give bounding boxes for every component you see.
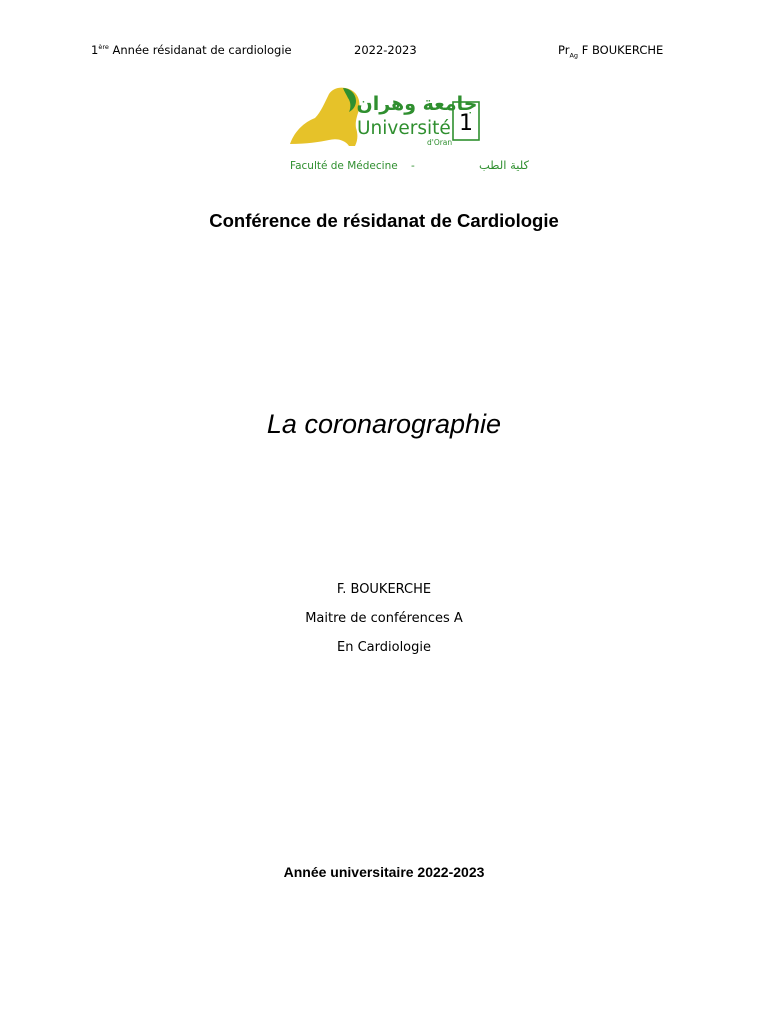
logo-faculty-arabic: كلية الطب	[479, 158, 529, 172]
header-year-superscript: ère	[98, 43, 109, 52]
academic-year-footer: Année universitaire 2022-2023	[283, 864, 485, 880]
conference-title: Conférence de résidanat de Cardiologie	[209, 210, 559, 231]
author-role: Maitre de conférences A	[305, 611, 463, 626]
header-author-name: F BOUKERCHE	[578, 43, 664, 57]
logo-number: 1	[459, 111, 473, 136]
author-name: F. BOUKERCHE	[336, 582, 432, 597]
logo-university-label: Université	[357, 118, 451, 139]
university-logo	[287, 82, 529, 174]
document-title: La coronarographie	[266, 409, 502, 439]
author-field: En Cardiologie	[337, 640, 431, 655]
header-author-subscript: Ag	[569, 51, 579, 60]
logo-faculty-label: Faculté de Médecine	[290, 160, 398, 172]
header-year-number: 1	[91, 43, 99, 57]
header-course-label	[91, 43, 292, 57]
header-academic-year: 2022-2023	[354, 43, 417, 57]
header-author-prefix: Pr	[558, 43, 570, 57]
logo-city-label: d'Oran	[427, 138, 453, 147]
header-course-text: Année résidanat de cardiologie	[108, 43, 292, 57]
logo-arabic-university: جامعة وهران	[356, 93, 478, 115]
header-author	[558, 43, 664, 60]
logo-separator: -	[411, 160, 415, 172]
